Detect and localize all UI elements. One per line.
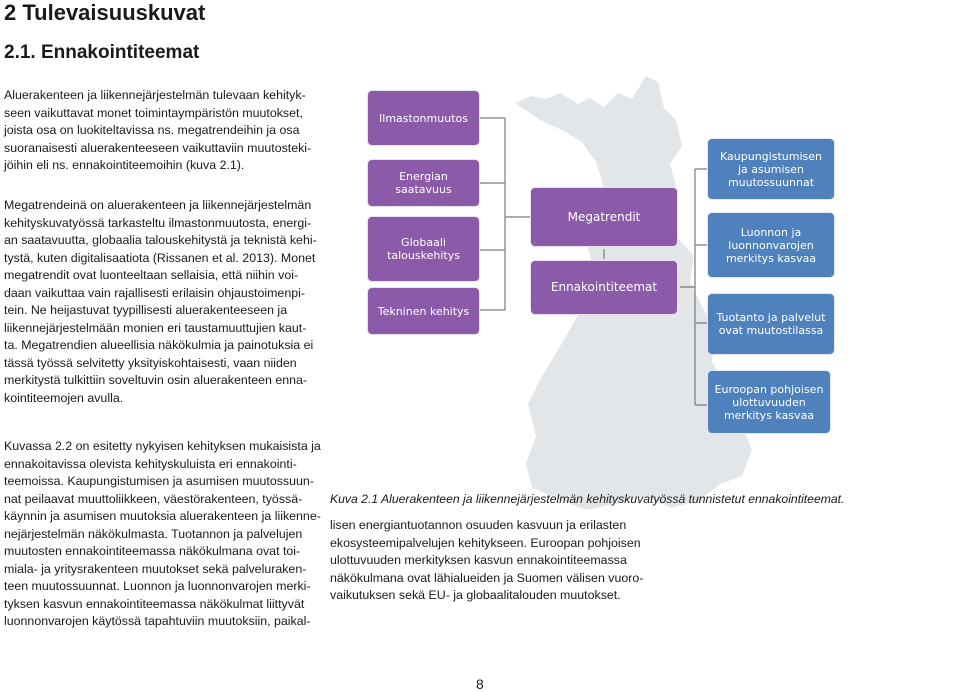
megatrendit-box xyxy=(530,187,678,247)
paragraph-continued xyxy=(330,517,644,605)
text-line: nat peilaavat muuttoliikkeen, väestörakenteen, työssä- xyxy=(4,491,303,506)
text-line: suoranaisesti aluerakenteeseen vaikuttaviin muutosteki- xyxy=(4,140,312,155)
text-line: liikennejärjestelmään monien eri taustamuuttujien kaut- xyxy=(4,320,307,335)
box-label: Ennakointiteemat xyxy=(550,280,658,294)
megatrend-globaali-talouskehitys xyxy=(367,216,480,282)
text-line: daan vaikuttaa vain rajallisesti erilaisin ohjaustoimenpi- xyxy=(4,285,305,300)
text-line: kointiteemojen avulla. xyxy=(4,390,124,405)
section-heading: 2.1. Ennakointiteemat xyxy=(4,42,200,63)
text-line: kehityskuvatyössä tarkasteltu ilmastonmuutosta, energi- xyxy=(4,215,312,230)
ennakointiteemat-box xyxy=(530,260,678,315)
text-line: lisen energiantuotannon osuuden kasvuun ja erilasten xyxy=(330,518,627,532)
text-line: ulottuvuuden merkityksen kasvun ennakointiteemassa xyxy=(330,553,627,567)
box-label: Kaupungistumisen ja asumisen muutossuunnat xyxy=(720,149,822,189)
figure-caption: Kuva 2.1 Aluerakenteen ja liikennejärjestelmän kehityskuvatyössä tunnistetut ennakointiteemat. xyxy=(330,492,845,506)
text-line: jöihin eli ns. ennakointiteemoihin (kuva 2.1). xyxy=(4,158,245,172)
theme-luonnonvarat xyxy=(707,212,835,278)
text-line: teen muutossuunnat. Luonnon ja luonnonvarojen merki- xyxy=(4,579,311,593)
text-line: käynnin ja asumisen muutoksia aluerakenteen ja liikenne- xyxy=(4,509,321,523)
text-line: muutosten ennakointiteemassa näkökulmana ovat toi- xyxy=(4,544,301,558)
text-line: vaikutuksen sekä EU- ja globaalitalouden muutokset. xyxy=(330,588,621,602)
box-label: Globaali talouskehitys xyxy=(387,236,460,262)
text-line: joista osa on luokiteltavissa ns. megatrendeihin ja osa xyxy=(4,123,300,137)
text-line: tässä työssä selvitetty yksityiskohtaisesti, vaan niiden xyxy=(4,355,297,370)
text-line: ta. Megatrendien alueellisia näkökulmia ja painotuksia ei xyxy=(4,338,314,352)
box-label: Tekninen kehitys xyxy=(377,304,470,318)
text-line: nejärjestelmän näkökulmasta. Tuotannon ja palvelujen xyxy=(4,526,303,541)
text-line: seen vaikuttavat monet toimintaympäristön muutokset, xyxy=(4,105,303,120)
text-line: teemoissa. Kaupungistumisen ja asumisen muutossuun- xyxy=(4,474,314,488)
megatrend-energian-saatavuus xyxy=(367,159,480,207)
box-label: Euroopan pohjoisen ulottuvuuden merkitys kasvaa xyxy=(714,382,824,422)
megatrend-tekninen-kehitys xyxy=(367,287,480,335)
box-label: Tuotanto ja palvelut ovat muutostilassa xyxy=(716,311,826,337)
theme-kaupungistuminen xyxy=(707,138,835,200)
chapter-heading: 2 Tulevaisuuskuvat xyxy=(4,0,206,25)
megatrend-bracket xyxy=(480,118,530,310)
text-line: luonnonvarojen käytössä tapahtuviin muutoksiin, paikal- xyxy=(4,614,311,628)
text-line: an saatavuutta, globaalia talouskehitystä ja teknistä kehi- xyxy=(4,233,317,247)
theme-tuotanto-palvelut xyxy=(707,293,835,355)
text-line: tyksen kasvun ennakointiteemassa näkökulmat liittyvät xyxy=(4,596,305,611)
text-line: Kuvassa 2.2 on esitetty nykyisen kehityksen mukaisista ja xyxy=(4,439,321,453)
text-line: merkitystä tulkittiin soveltuvin osin aluerakenteen enna- xyxy=(4,373,308,387)
text-line: ennakoitavissa olevista kehityskuluista eri ennakointi- xyxy=(4,456,297,471)
text-line: miala- ja yritysrakenteen muutokset sekä palveluraken- xyxy=(4,561,307,576)
text-line: tystä, kuten digitalisaatiota (Rissanen et al. 2013). Monet xyxy=(4,250,316,265)
box-label: Megatrendit xyxy=(567,209,641,224)
box-label: Ilmastonmuutos xyxy=(379,111,468,125)
text-line: tein. Ne heijastuvat tyypillisesti aluerakenteeseen ja xyxy=(4,303,288,317)
megatrend-ilmastonmuutos xyxy=(367,90,480,146)
text-line: Megatrendeinä on aluerakenteen ja liikennejärjestelmän xyxy=(4,198,312,212)
box-label: Luonnon ja luonnonvarojen merkitys kasvaa xyxy=(725,225,817,265)
theme-euroopan-pohjoinen xyxy=(707,370,831,434)
text-line: megatrendit ovat luonteeltaan sellaisia, että niihin voi- xyxy=(4,268,299,282)
text-line: Aluerakenteen ja liikennejärjestelmän tulevaan kehityk- xyxy=(4,88,306,102)
page-number: 8 xyxy=(476,676,484,692)
text-line: näkökulmana ovat lähialueiden ja Suomen välisen vuoro- xyxy=(330,570,644,585)
box-label: Energian saatavuus xyxy=(395,170,452,196)
text-line: ekosysteemipalvelujen kehitykseen. Euroopan pohjoisen xyxy=(330,535,641,550)
